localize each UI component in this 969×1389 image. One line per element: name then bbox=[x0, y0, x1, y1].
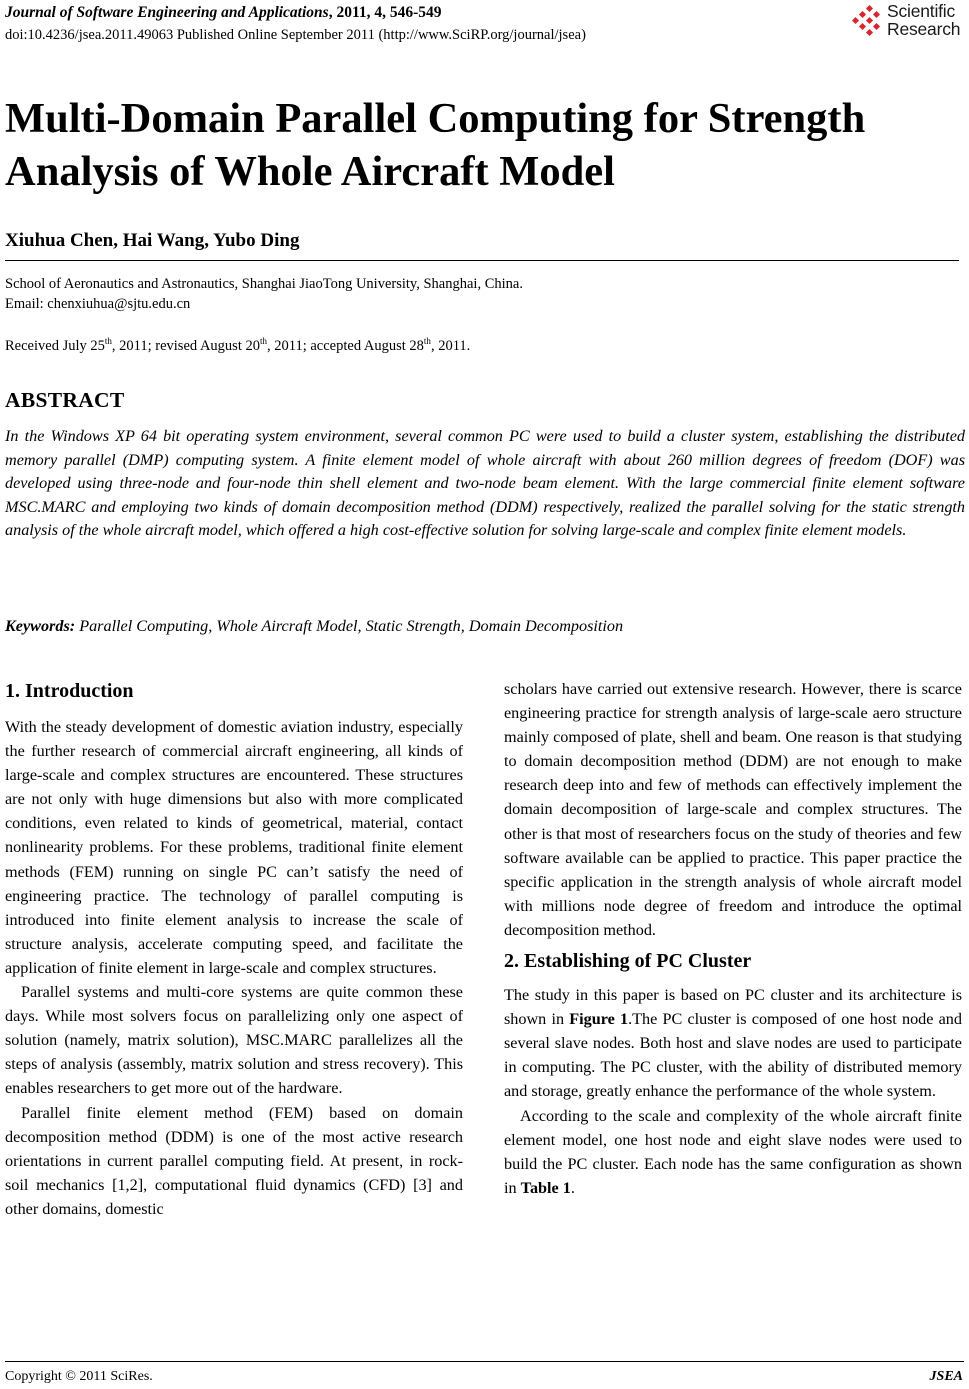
journal-citation bbox=[5, 4, 825, 22]
logo-text bbox=[887, 2, 960, 38]
ordinal-suffix: th bbox=[104, 336, 112, 347]
table-1-reference[interactable]: Table 1 bbox=[520, 1178, 571, 1197]
section-2-paragraph-2 bbox=[504, 1104, 962, 1200]
paper-title: Multi-Domain Parallel Computing for Strength Analysis of Whole Aircraft Model bbox=[5, 95, 866, 195]
left-column bbox=[5, 677, 463, 1221]
section-1-paragraph-3-continued: scholars have carried out extensive research. However, there is scarce engineering practice for strength analysis of large-scale aero structure mainly composed of plate, shell and beam. One reason is that studying to domain decomposition method (DDM) are not enough to make research deep into and few of methods can effectively implement the domain decomposition of large-scale and complex structures. The other is that most of researchers focus on the study of theories and few software available can be applied to practice. This paper practice the specific application in the strength analysis of whole aircraft model with millions node degree of freedom and introduce the optimal decomposition method. bbox=[504, 680, 962, 939]
ordinal-suffix: th bbox=[423, 336, 431, 347]
section-1-paragraph-3: Parallel finite element method (FEM) based on domain decomposition method (DDM) is one of the most active research orientations in current parallel computing field. At present, in rock-soil mechanics [1,2], computational fluid dynamics (CFD) [3] and other domains, domestic bbox=[5, 1103, 463, 1218]
section-1-paragraph-2: Parallel systems and multi-core systems are quite common these days. While most solvers focus on parallelizing only one aspect of solution (namely, matrix solution), MSC.MARC parallelizes all the steps of analysis (assembly, matrix solution and stress recovery). This enables researchers to get more out of the hardware. bbox=[5, 983, 463, 1098]
abstract-heading: ABSTRACT bbox=[5, 388, 125, 412]
journal-name: Journal of Software Engineering and Applications bbox=[5, 4, 329, 21]
revised-text: , 2011; revised August 20 bbox=[111, 338, 260, 354]
right-column bbox=[504, 677, 962, 1200]
doi-line: doi:10.4236/jsea.2011.49063 Published Online September 2011 (http://www.SciRP.org/journal/jsea) bbox=[5, 27, 586, 43]
affiliation: School of Aeronautics and Astronautics, Shanghai JiaoTong University, Shanghai, China. bbox=[5, 276, 523, 292]
journal-issue: , 2011, 4, 546-549 bbox=[328, 4, 442, 21]
section-1-paragraph-1: With the steady development of domestic aviation industry, especially the further research of commercial aircraft engineering, all kinds of large-scale and complex structures are encountered. These structures are not only with huge dimensions but also with more complicated conditions, even related to kinds of geometrical, material, contact nonlinearity problems. For these problems, traditional finite element methods (FEM) running on single PC can’t satisfy the need of engineering practice. The technology of parallel computing is introduced into finite element analysis to increase the scale of structure analysis, accelerate computing speed, and facilitate the application of finite element in large-scale and complex structures. bbox=[5, 718, 463, 977]
section-2-text: The study in this paper is based on PC cluster and its architecture is shown in bbox=[504, 986, 962, 1029]
author-email: Email: chenxiuhua@sjtu.edu.cn bbox=[5, 296, 191, 312]
keywords-text: Parallel Computing, Whole Aircraft Model, Static Strength, Domain Decomposition bbox=[79, 617, 624, 635]
ordinal-suffix: th bbox=[259, 336, 267, 347]
received-text: Received July 25 bbox=[5, 338, 105, 354]
section-2-heading: 2. Establishing of PC Cluster bbox=[504, 950, 752, 973]
footer-divider bbox=[5, 1361, 964, 1362]
copyright-notice: Copyright © 2011 SciRes. bbox=[5, 1369, 153, 1384]
accepted-text: , 2011; accepted August 28 bbox=[267, 338, 424, 354]
keywords-label: Keywords bbox=[5, 617, 70, 635]
date-tail: , 2011. bbox=[430, 338, 471, 354]
keywords-colon: : bbox=[69, 617, 80, 635]
section-2-text: .The PC cluster is composed of one host node and several slave nodes. Both host and slave nodes are used to participate in computing. The PC cluster, with the ability of distributed memory and storage, greatly enhance the performance of the whole system. bbox=[504, 1010, 962, 1101]
received-dates bbox=[5, 335, 470, 357]
logo-diamond-icon bbox=[852, 5, 884, 39]
journal-abbreviation: JSEA bbox=[929, 1369, 963, 1384]
journal-header bbox=[5, 4, 825, 44]
scientific-research-logo bbox=[852, 2, 968, 44]
section-2-text: . bbox=[570, 1178, 575, 1197]
figure-1-reference[interactable]: Figure 1 bbox=[569, 1010, 629, 1029]
keywords bbox=[5, 614, 965, 638]
logo-line-1: Scientific bbox=[887, 1, 956, 21]
author-list: Xiuhua Chen, Hai Wang, Yubo Ding bbox=[5, 230, 300, 251]
logo-line-2: Research bbox=[887, 19, 961, 39]
section-2-text: According to the scale and complexity of the whole aircraft finite element model, one host node and eight slave nodes were used to build the PC cluster. Each node has the same configuration as shown in bbox=[504, 1106, 962, 1197]
header-divider bbox=[5, 260, 959, 261]
section-1-heading: 1. Introduction bbox=[5, 680, 134, 702]
abstract-text: In the Windows XP 64 bit operating system environment, several common PC were used to build a cluster system, establishing the distributed memory parallel (DMP) computing system. A finite element model of whole aircraft with about 260 million degrees of freedom (DOF) was developed using three-node and four-node thin shell element and two-node beam element. With the large commercial finite element software MSC.MARC and employing two kinds of domain decomposition method (DDM) respectively, realized the parallel solving for the static strength analysis of the whole aircraft model, which offered a high cost-effective solution for solving large-scale and complex finite element models. bbox=[5, 427, 965, 539]
section-2-paragraph-1 bbox=[504, 983, 962, 1103]
